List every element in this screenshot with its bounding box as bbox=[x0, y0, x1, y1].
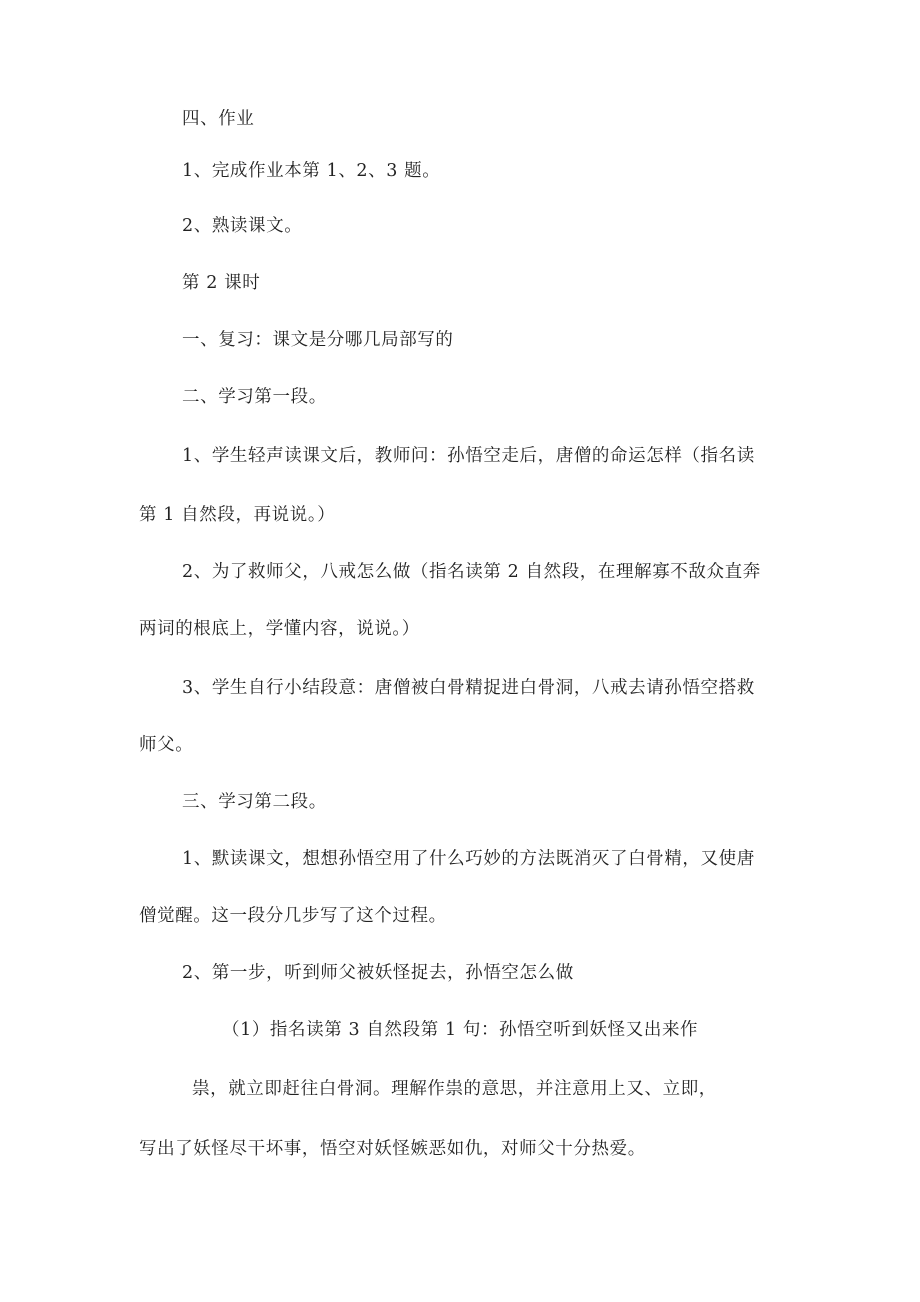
homework-item-2: 2、熟读课文。 bbox=[182, 216, 303, 236]
section-heading-review: 一、复习：课文是分哪几局部写的 bbox=[182, 330, 454, 350]
homework-item-1: 1、完成作业本第 1、2、3 题。 bbox=[182, 161, 441, 181]
paragraph-line: （1）指名读第 3 自然段第 1 句：孙悟空听到妖怪又出来作 bbox=[222, 1020, 699, 1040]
paragraph-line: 祟，就立即赶往白骨洞。理解作祟的意思，并注意用上又、立即， bbox=[192, 1079, 717, 1099]
paragraph-line: 僧觉醒。这一段分几步写了这个过程。 bbox=[139, 906, 447, 926]
section-heading-part-one: 二、学习第一段。 bbox=[182, 387, 327, 407]
paragraph-line: 两词的根底上，学懂内容，说说。） bbox=[139, 619, 420, 639]
paragraph-line: 2、为了救师父，八戒怎么做（指名读第 2 自然段，在理解寡不敌众直奔 bbox=[182, 562, 761, 582]
paragraph-line: 师父。 bbox=[139, 735, 194, 755]
paragraph-line: 3、学生自行小结段意：唐僧被白骨精捉进白骨洞，八戒去请孙悟空搭救 bbox=[182, 678, 755, 698]
lesson-heading: 第 2 课时 bbox=[182, 273, 261, 293]
paragraph-line: 1、默读课文，想想孙悟空用了什么巧妙的方法既消灭了白骨精，又使唐 bbox=[182, 849, 755, 869]
paragraph-line: 2、第一步，听到师父被妖怪捉去，孙悟空怎么做 bbox=[182, 963, 574, 983]
section-heading-part-two: 三、学习第二段。 bbox=[182, 792, 327, 812]
paragraph-line: 第 1 自然段，再说说。） bbox=[139, 505, 336, 525]
paragraph-line: 1、学生轻声读课文后，教师问：孙悟空走后，唐僧的命运怎样（指名读 bbox=[182, 446, 755, 466]
section-heading-homework: 四、作业 bbox=[182, 109, 255, 129]
paragraph-line: 写出了妖怪尽干坏事，悟空对妖怪嫉恶如仇，对师父十分热爱。 bbox=[139, 1139, 646, 1159]
